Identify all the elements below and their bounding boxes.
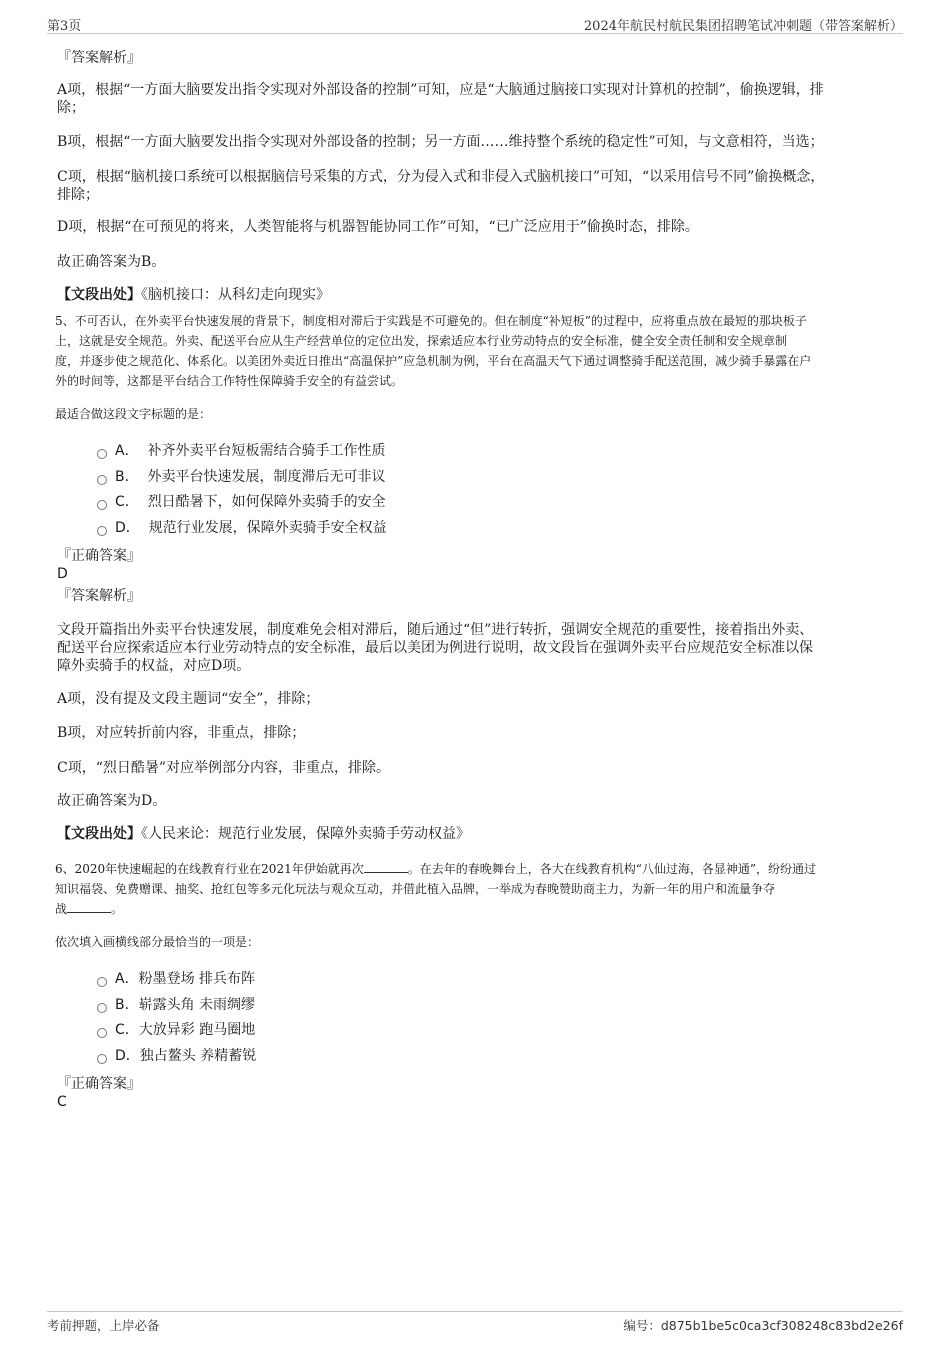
q5-conclusion: 故正确答案为D。 [57,793,167,809]
q5-analysis-line-3: 障外卖骑手的权益，对应D项。 [57,658,251,674]
q5-source [57,825,470,843]
q5-option-c-text: 烈日酷暑下，如何保障外卖骑手的安全 [147,494,386,510]
q5-source-text: 《人民来论：规范行业发展，保障外卖骑手劳动权益》 [141,826,470,842]
q4-source [57,286,330,304]
q5-answer-label: 『正确答案』 [57,548,141,564]
q5-stem-line-4: 外的时间等，这都是平台结合工作特性保障骑手安全的有益尝试。 [55,374,404,388]
q5-option-c-radio[interactable] [97,500,107,510]
q5-option-b-letter: B． [115,469,139,485]
q5-option-d-text: 规范行业发展，保障外卖骑手安全权益 [148,520,387,536]
q4-source-tag: 【文段出处】 [57,287,141,303]
q5-stem-line-1: 5、不可否认，在外卖平台快速发展的背景下，制度相对滞后于实践是不可避免的。但在制度“补短板”的过程中，应将重点放在最短的那块板子 [55,314,807,328]
document-title: 2024年航民村航民集团招聘笔试冲刺题（带答案解析） [583,19,903,34]
q6-answer-label: 『正确答案』 [57,1076,141,1092]
q4-analysis-d: D项，根据“在可预见的将来，人类智能将与机器智能协同工作”可知，“已广泛应用于”偷换时态，排除。 [57,219,699,235]
q6-option-c-radio[interactable] [97,1028,107,1038]
q6-option-a-radio[interactable] [97,977,107,987]
q4-analysis-c: C项，根据“脑机接口系统可以根据脑信号采集的方式，分为侵入式和非侵入式脑机接口”可知，“以采用信号不同”偷换概念， [57,169,825,185]
q6-option-d-letter: D． [115,1048,140,1064]
q5-option-b-text: 外卖平台快速发展，制度滞后无可非议 [147,469,386,485]
q4-analysis-a: A项，根据“一方面大脑要发出指令实现对外部设备的控制”可知，应是“大脑通过脑接口实现对计算机的控制”，偷换逻辑，排 [57,82,824,98]
q5-analysis-c: C项，“烈日酷暑”对应举例部分内容，非重点，排除。 [57,760,391,776]
q4-analysis-a-cont: 除； [57,100,85,116]
q5-option-c-letter: C． [115,494,139,510]
q5-analysis-line-1: 文段开篇指出外卖平台快速发展，制度难免会相对滞后，随后通过“但”进行转折，强调安全规范的重要性，接着指出外卖、 [57,622,814,638]
q4-analysis-c-cont: 排除； [57,187,99,203]
q5-option-a-radio[interactable] [97,449,107,459]
q5-analysis-line-2: 配送平台应探索适应本行业劳动特点的安全标准，最后以美团为例进行说明，故文段旨在强调外卖平台应规范安全标准以保 [57,640,813,656]
q6-stem-line-1 [55,859,816,879]
q6-option-d-text: 独占鳌头 养精蓄锐 [139,1048,257,1064]
page-header [47,13,903,34]
q5-option-a[interactable] [115,442,385,460]
q5-option-a-text: 补齐外卖平台短板需结合骑手工作性质 [147,443,386,459]
page-footer [47,1311,903,1334]
q6-option-b-radio[interactable] [97,1003,107,1013]
q5-analysis-a: A项，没有提及文段主题词“安全”，排除； [57,691,320,707]
q5-option-b-radio[interactable] [97,475,107,485]
q5-option-a-letter: A． [115,443,139,459]
q5-prompt: 最适合做这段文字标题的是： [55,407,212,421]
q5-stem-line-2: 上，这就是安全规范。外卖、配送平台应从生产经营单位的定位出发，探索适应本行业劳动特点的安全标准，健全安全责任制和安全规章制 [55,334,788,348]
q6-option-a[interactable] [115,970,255,988]
q6-prompt: 依次填入画横线部分最恰当的一项是： [55,935,260,949]
footer-code-label: 编号： [623,1318,661,1333]
q6-option-d[interactable] [115,1047,256,1065]
q4-source-text: 《脑机接口：从科幻走向现实》 [141,287,330,303]
q6-answer: C [57,1094,67,1110]
q4-analysis-label: 『答案解析』 [57,50,141,66]
q6-stem-line-1a: 6、2020年快速崛起的在线教育行业在2021年伊始就再次 [55,862,364,876]
page-number: 第3页 [47,19,82,34]
q5-analysis-label: 『答案解析』 [57,588,141,604]
q6-option-b[interactable] [115,996,255,1014]
q6-stem-line-1b: 。在去年的春晚舞台上，各大在线教育机构“八仙过海，各显神通”，纷纷通过 [407,862,816,876]
q6-option-b-letter: B． [115,997,139,1013]
q6-blank-2 [67,900,111,913]
q5-analysis-b: B项，对应转折前内容，非重点，排除； [57,725,306,741]
q6-option-d-radio[interactable] [97,1054,107,1064]
q4-conclusion: 故正确答案为B。 [57,254,166,270]
q6-stem-line-2: 知识福袋、免费赠课、抽奖、抢红包等多元化玩法与观众互动，并借此植入品牌，一举成为春晚赞助商主力，为新一年的用户和流量争夺 [55,882,776,896]
q6-stem-line-3b: 。 [111,902,124,916]
q5-option-b[interactable] [115,468,386,486]
q6-option-c[interactable] [115,1021,255,1039]
q5-source-tag: 【文段出处】 [57,826,141,842]
q6-option-b-text: 崭露头角 未雨绸缪 [138,997,256,1013]
footer-code-value: d875b1be5c0ca3cf308248c83bd2e26f [660,1318,903,1333]
q6-option-c-text: 大放异彩 跑马圈地 [138,1022,256,1038]
q6-option-a-letter: A． [115,971,139,987]
q6-blank-1 [364,860,408,873]
q6-stem-line-3a: 战 [55,902,68,916]
q5-option-d[interactable] [115,519,387,537]
q5-answer: D [57,566,68,582]
q5-option-d-letter: D． [115,520,140,536]
q5-option-d-radio[interactable] [97,526,107,536]
footer-code [623,1316,903,1334]
q5-stem-line-3: 度，并逐步使之规范化、体系化。以美团外卖近日推出“高温保护”应急机制为例，平台在高温天气下通过调整骑手配送范围，减少骑手暴露在户 [55,354,812,368]
q4-analysis-b: B项，根据“一方面大脑要发出指令实现对外部设备的控制；另一方面……维持整个系统的稳定性”可知，与文意相符，当选； [57,134,824,150]
footer-slogan: 考前押题，上岸必备 [47,1318,160,1333]
q6-option-a-text: 粉墨登场 排兵布阵 [138,971,256,987]
q6-stem-line-3 [55,899,123,919]
q6-option-c-letter: C． [115,1022,139,1038]
q5-option-c[interactable] [115,493,386,511]
